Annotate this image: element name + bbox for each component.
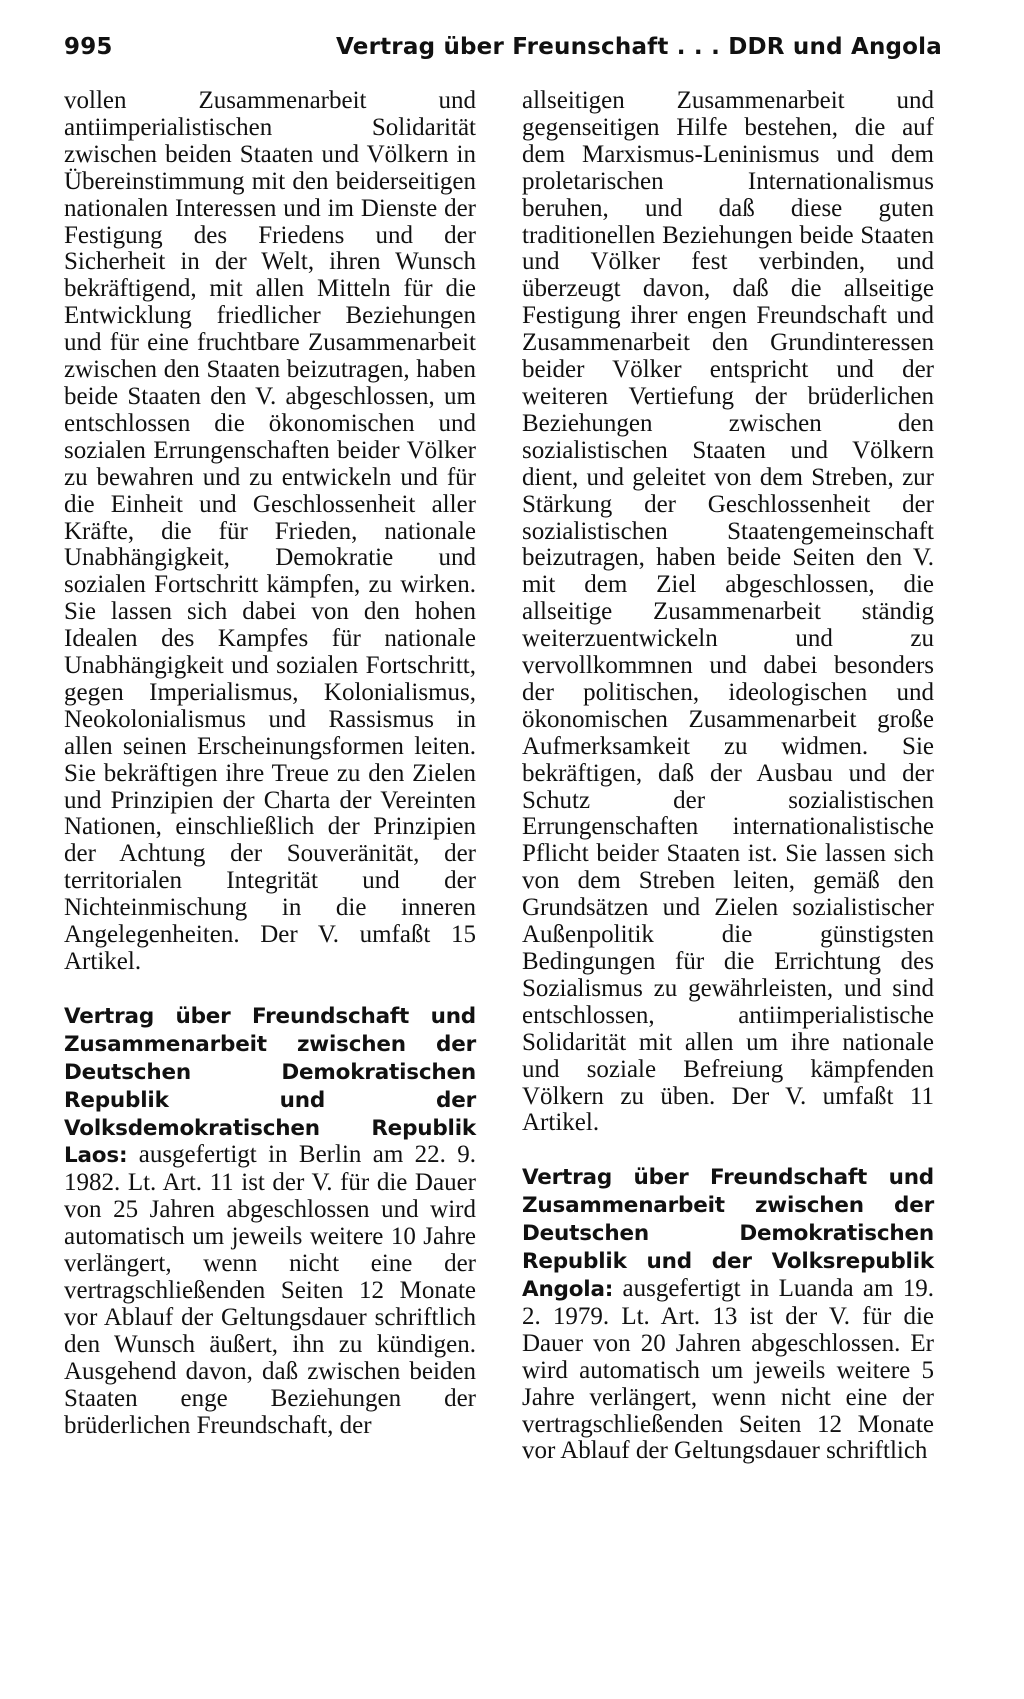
entry-title-laos: Vertrag über Freundschaft und Zusammenarbeit zwischen der Deutschen Demokratischen Republik und der Volksdemokratischen Republik Laos: <box>64 1003 476 1169</box>
left-column <box>64 88 476 1439</box>
paragraph-text: vollen Zusammenarbeit und antiimperialistischen Solidarität zwischen beiden Staaten und Völkern in Übereinstimmung mit den beiderseitigen nationalen Interessen und im Dienste der Festigung des Friedens und der Sicherheit in der Welt, ihren Wunsch bekräftigend, mit allen Mitteln für die Entwicklung friedlicher Beziehungen und für eine fruchtbare Zusammenarbeit zwischen den Staaten beizutragen, haben beide Staaten den V. abgeschlossen, um entschlossen die ökonomischen und sozialen Errungenschaften beider Völker zu bewahren und zu entwickeln und für die Einheit und Geschlossenheit aller Kräfte, die für Frieden, nationale Unabhängigkeit, Demokratie und sozialen Fortschritt kämpfen, zu wirken. Sie lassen sich dabei von den hohen Idealen des Kampfes für nationale Unabhängigkeit und sozialen Fortschritt, gegen Imperialismus, Kolonialismus, Neokolonialismus und Rassismus in allen seinen Erscheinungsformen leiten. Sie bekräftigen ihre Treue zu den Zielen und Prinzipien der Charta der Vereinten Nationen, einschließlich der Prinzipien der Achtung der Souveränität, der territorialen Integrität und der Nichteinmischung in die inneren Angelegenheiten. Der V. umfaßt 15 Artikel. <box>64 87 476 975</box>
page-header <box>64 30 942 70</box>
paragraph-laos-continued <box>522 88 934 1137</box>
paragraph-text-right: allseitigen Zusammenarbeit und gegenseitigen Hilfe bestehen, die auf dem Marxismus-Leninismus und dem proletarischen Internationalismus beruhen, und daß diese guten traditionellen Beziehungen beide Staaten und Völker fest verbinden, und überzeugt davon, daß die allseitige Festigung ihrer engen Freundschaft und Zusammenarbeit den Grundinteressen beider Völker entspricht und der weiteren Vertiefung der brüderlichen Beziehungen zwischen den sozialistischen Staaten und Völkern dient, und geleitet von dem Streben, zur Stärkung der Geschlossenheit der sozialistischen Staatengemeinschaft beizutragen, haben beide Seiten den V. mit dem Ziel abgeschlossen, die allseitige Zusammenarbeit ständig weiterzuentwickeln und zu vervollkommnen und dabei besonders der politischen, ideologischen und ökonomischen Zusammenarbeit große Aufmerksamkeit zu widmen. Sie bekräftigen, daß der Ausbau und der Schutz der sozialistischen Errungenschaften internationalistische Pflicht beider Staaten ist. Sie lassen sich von dem Streben leiten, gemäß den Grundsätzen und Zielen sozialistischer Außenpolitik die günstigsten Bedingungen für die Errichtung des Sozialismus zu gewährleisten, und sind entschlossen, antiimperialistische Solidarität mit allen um ihre nationale und soziale Befreiung kämpfenden Völkern zu üben. Der V. umfaßt 11 Artikel. <box>522 87 934 1137</box>
entry-title-angola: Vertrag über Freundschaft und Zusammenarbeit zwischen der Deutschen Demokratischen Republik und der Volksrepublik Angola: <box>522 1165 934 1302</box>
right-column <box>522 88 934 1465</box>
entry-angola <box>522 1164 934 1465</box>
running-title: Vertrag über Freunschaft . . . DDR und Angola <box>336 34 942 60</box>
paragraph-continued <box>64 88 476 976</box>
entry-body-laos: ausgefertigt in Berlin am 22. 9. 1982. Lt. Art. 11 ist der V. für die Dauer von 25 Jahren abgeschlossen und wird automatisch um jeweils weitere 10 Jahre verlängert, wenn nicht eine der vertragschließenden Seiten 12 Monate vor Ablauf der Geltungsdauer schriftlich den Wunsch äußert, ihn zu kündigen. Ausgehend davon, daß zwischen beiden Staaten enge Beziehungen der brüderlichen Freundschaft, der <box>64 1141 476 1439</box>
entry-laos <box>64 1003 476 1440</box>
page-number: 995 <box>64 34 113 60</box>
entry-body-angola: ausgefertigt in Luanda am 19. 2. 1979. Lt. Art. 13 ist der V. für die Dauer von 20 Jahren abgeschlossen. Er wird automatisch um jeweils weitere 5 Jahre verlängert, wenn nicht eine der vertragschließenden Seiten 12 Monate vor Ablauf der Geltungsdauer schriftlich <box>522 1274 934 1465</box>
